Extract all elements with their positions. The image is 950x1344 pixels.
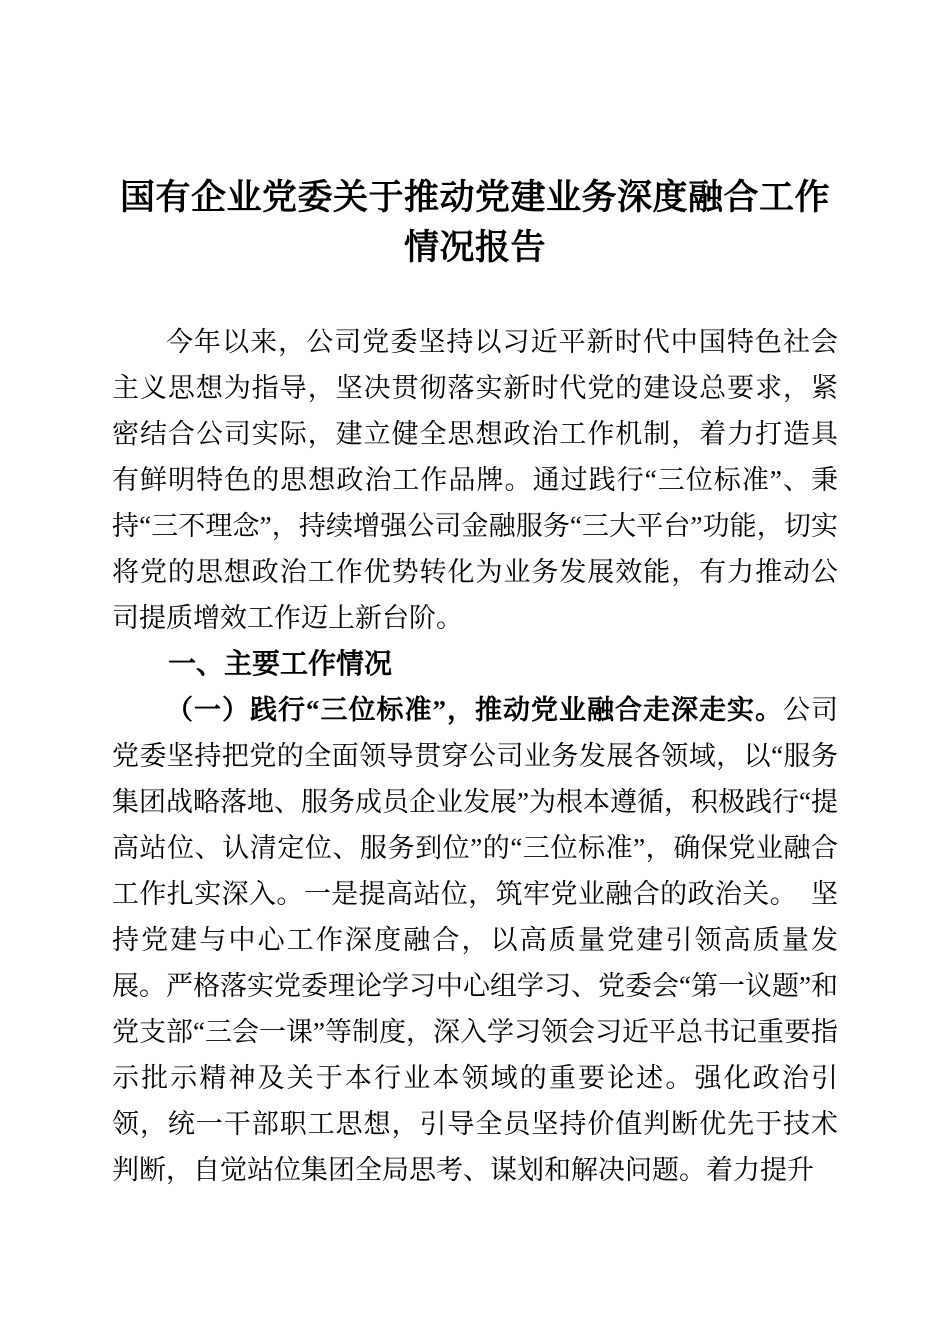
subsection-body-text: 公司党委坚持把党的全面领导贯穿公司业务发展各领域，以“服务集团战略落地、服务成员企业发展”为根本遵循，积极践行“提高站位、认清定位、服务到位”的“三位标准”，确保党业融合工作扎实深入。一是提高站位，筑牢党业融合的政治关。 坚持党建与中心工作深度融合，以高质量党建引领高质量发展。严格落实党委理论学习中心组学习、党委会“第一议题”和党支部“三会一课”等制度，深入学习领会习近平总书记重要指示批示精神及关于本行业本领域的重要论述。强化政治引领，统一干部职工思想，引导全员坚持价值判断优先于技术判断，自觉站位集团全局思考、谋划和解决问题。着力提升 — [112, 695, 838, 1185]
intro-paragraph: 今年以来，公司党委坚持以习近平新时代中国特色社会主义思想为指导，坚决贯彻落实新时代党的建设总要求，紧密结合公司实际，建立健全思想政治工作机制，着力打造具有鲜明特色的思想政治工作品牌。通过践行“三位标准”、秉持“三不理念”，持续增强公司金融服务“三大平台”功能，切实将党的思想政治工作优势转化为业务发展效能，有力推动公司提质增效工作迈上新台阶。 — [112, 327, 838, 633]
document-body — [112, 319, 838, 1193]
document-title: 国有企业党委关于推动党建业务深度融合工作情况报告 — [119, 178, 830, 267]
subsection-paragraph-1 — [112, 687, 838, 1193]
subsection-lead: （一）践行“三位标准”，推动党业融合走深走实。 — [166, 695, 783, 725]
section-heading-1: 一、主要工作情况 — [168, 648, 393, 679]
